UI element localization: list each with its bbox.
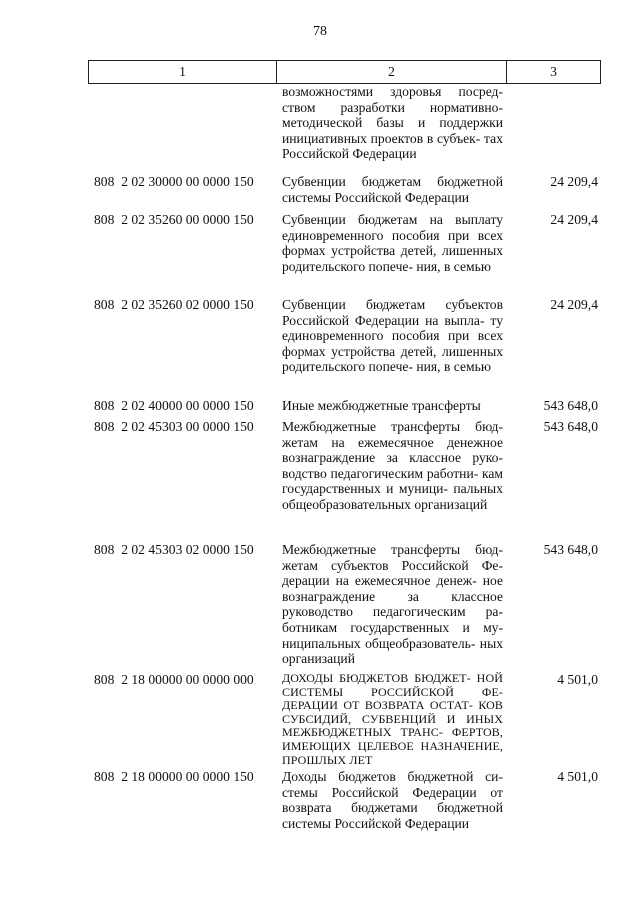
table-row bbox=[88, 84, 608, 174]
amount-value: 543 648,0 bbox=[543, 398, 598, 413]
page-number: 78 bbox=[313, 24, 327, 39]
revenue-description: Межбюджетные трансферты бюд- жетам субъектов Российской Фе- дерации на ежемесячное денеж- ное вознаграждение за классное руководство педагогическим ра- ботникам государственных и му- ниципальных общеобразователь- ных организаций bbox=[282, 542, 503, 667]
table-row bbox=[88, 419, 608, 542]
column-header-table bbox=[88, 60, 601, 84]
table-row bbox=[88, 174, 608, 212]
budget-code: 808 2 02 45303 00 0000 150 bbox=[94, 419, 254, 434]
budget-code: 808 2 02 35260 00 0000 150 bbox=[94, 212, 254, 227]
amount-value: 543 648,0 bbox=[543, 542, 598, 557]
revenue-description: ДОХОДЫ БЮДЖЕТОВ БЮДЖЕТ- НОЙ СИСТЕМЫ РОССИЙСКОЙ ФЕ- ДЕРАЦИИ ОТ ВОЗВРАТА ОСТАТ- КОВ СУБСИДИЙ, СУБВЕНЦИЙ И ИНЫХ МЕЖБЮДЖЕТНЫХ ТРАНС- ФЕРТОВ, ИМЕЮЩИХ ЦЕЛЕВОЕ НАЗНАЧЕНИЕ, ПРОШЛЫХ ЛЕТ bbox=[282, 671, 503, 767]
table-row bbox=[88, 672, 608, 769]
table-row bbox=[88, 542, 608, 672]
revenue-description: Субвенции бюджетам на выплату единовременного пособия при всех формах устройства детей, лишенных родительского попече- ния, в семью bbox=[282, 212, 503, 274]
revenue-description: Субвенции бюджетам бюджетной системы Российской Федерации bbox=[282, 174, 503, 205]
column-header-2: 2 bbox=[277, 61, 507, 84]
table-row bbox=[88, 769, 608, 829]
amount-value: 24 209,4 bbox=[550, 212, 598, 227]
budget-code: 808 2 02 45303 02 0000 150 bbox=[94, 542, 254, 557]
amount-value: 4 501,0 bbox=[557, 672, 598, 687]
table-row bbox=[88, 398, 608, 419]
revenue-description: Субвенции бюджетам субъектов Российской Федерации на выпла- ту единовременного пособия при всех формах устройства детей, лишенных родительского попече- ния, в семью bbox=[282, 297, 503, 375]
budget-code: 808 2 18 00000 00 0000 000 bbox=[94, 672, 254, 687]
table-row bbox=[88, 212, 608, 297]
column-header-1: 1 bbox=[89, 61, 277, 84]
table-row bbox=[88, 297, 608, 398]
column-header-3: 3 bbox=[507, 61, 601, 84]
revenue-description: Иные межбюджетные трансферты bbox=[282, 398, 481, 413]
revenue-table-body bbox=[88, 84, 608, 829]
amount-value: 24 209,4 bbox=[550, 297, 598, 312]
amount-value: 24 209,4 bbox=[550, 174, 598, 189]
revenue-description: Межбюджетные трансферты бюд- жетам на ежемесячное денежное вознаграждение за классное руко- водство педагогическим работни- кам государственных и муници- пальных общеобразовательных организаций bbox=[282, 419, 503, 512]
revenue-description: возможностями здоровья посред- ством разработки нормативно- методической базы и поддержки инициативных проектов в субъек- тах Российской Федерации bbox=[282, 84, 503, 162]
amount-value: 4 501,0 bbox=[557, 769, 598, 784]
budget-code: 808 2 02 35260 02 0000 150 bbox=[94, 297, 254, 312]
column-header-row bbox=[89, 61, 601, 84]
budget-code: 808 2 18 00000 00 0000 150 bbox=[94, 769, 254, 784]
budget-code: 808 2 02 40000 00 0000 150 bbox=[94, 398, 254, 413]
amount-value: 543 648,0 bbox=[543, 419, 598, 434]
budget-code: 808 2 02 30000 00 0000 150 bbox=[94, 174, 254, 189]
revenue-description: Доходы бюджетов бюджетной си- стемы Российской Федерации от возврата бюджетами бюджетной системы Российской Федерации bbox=[282, 769, 503, 831]
